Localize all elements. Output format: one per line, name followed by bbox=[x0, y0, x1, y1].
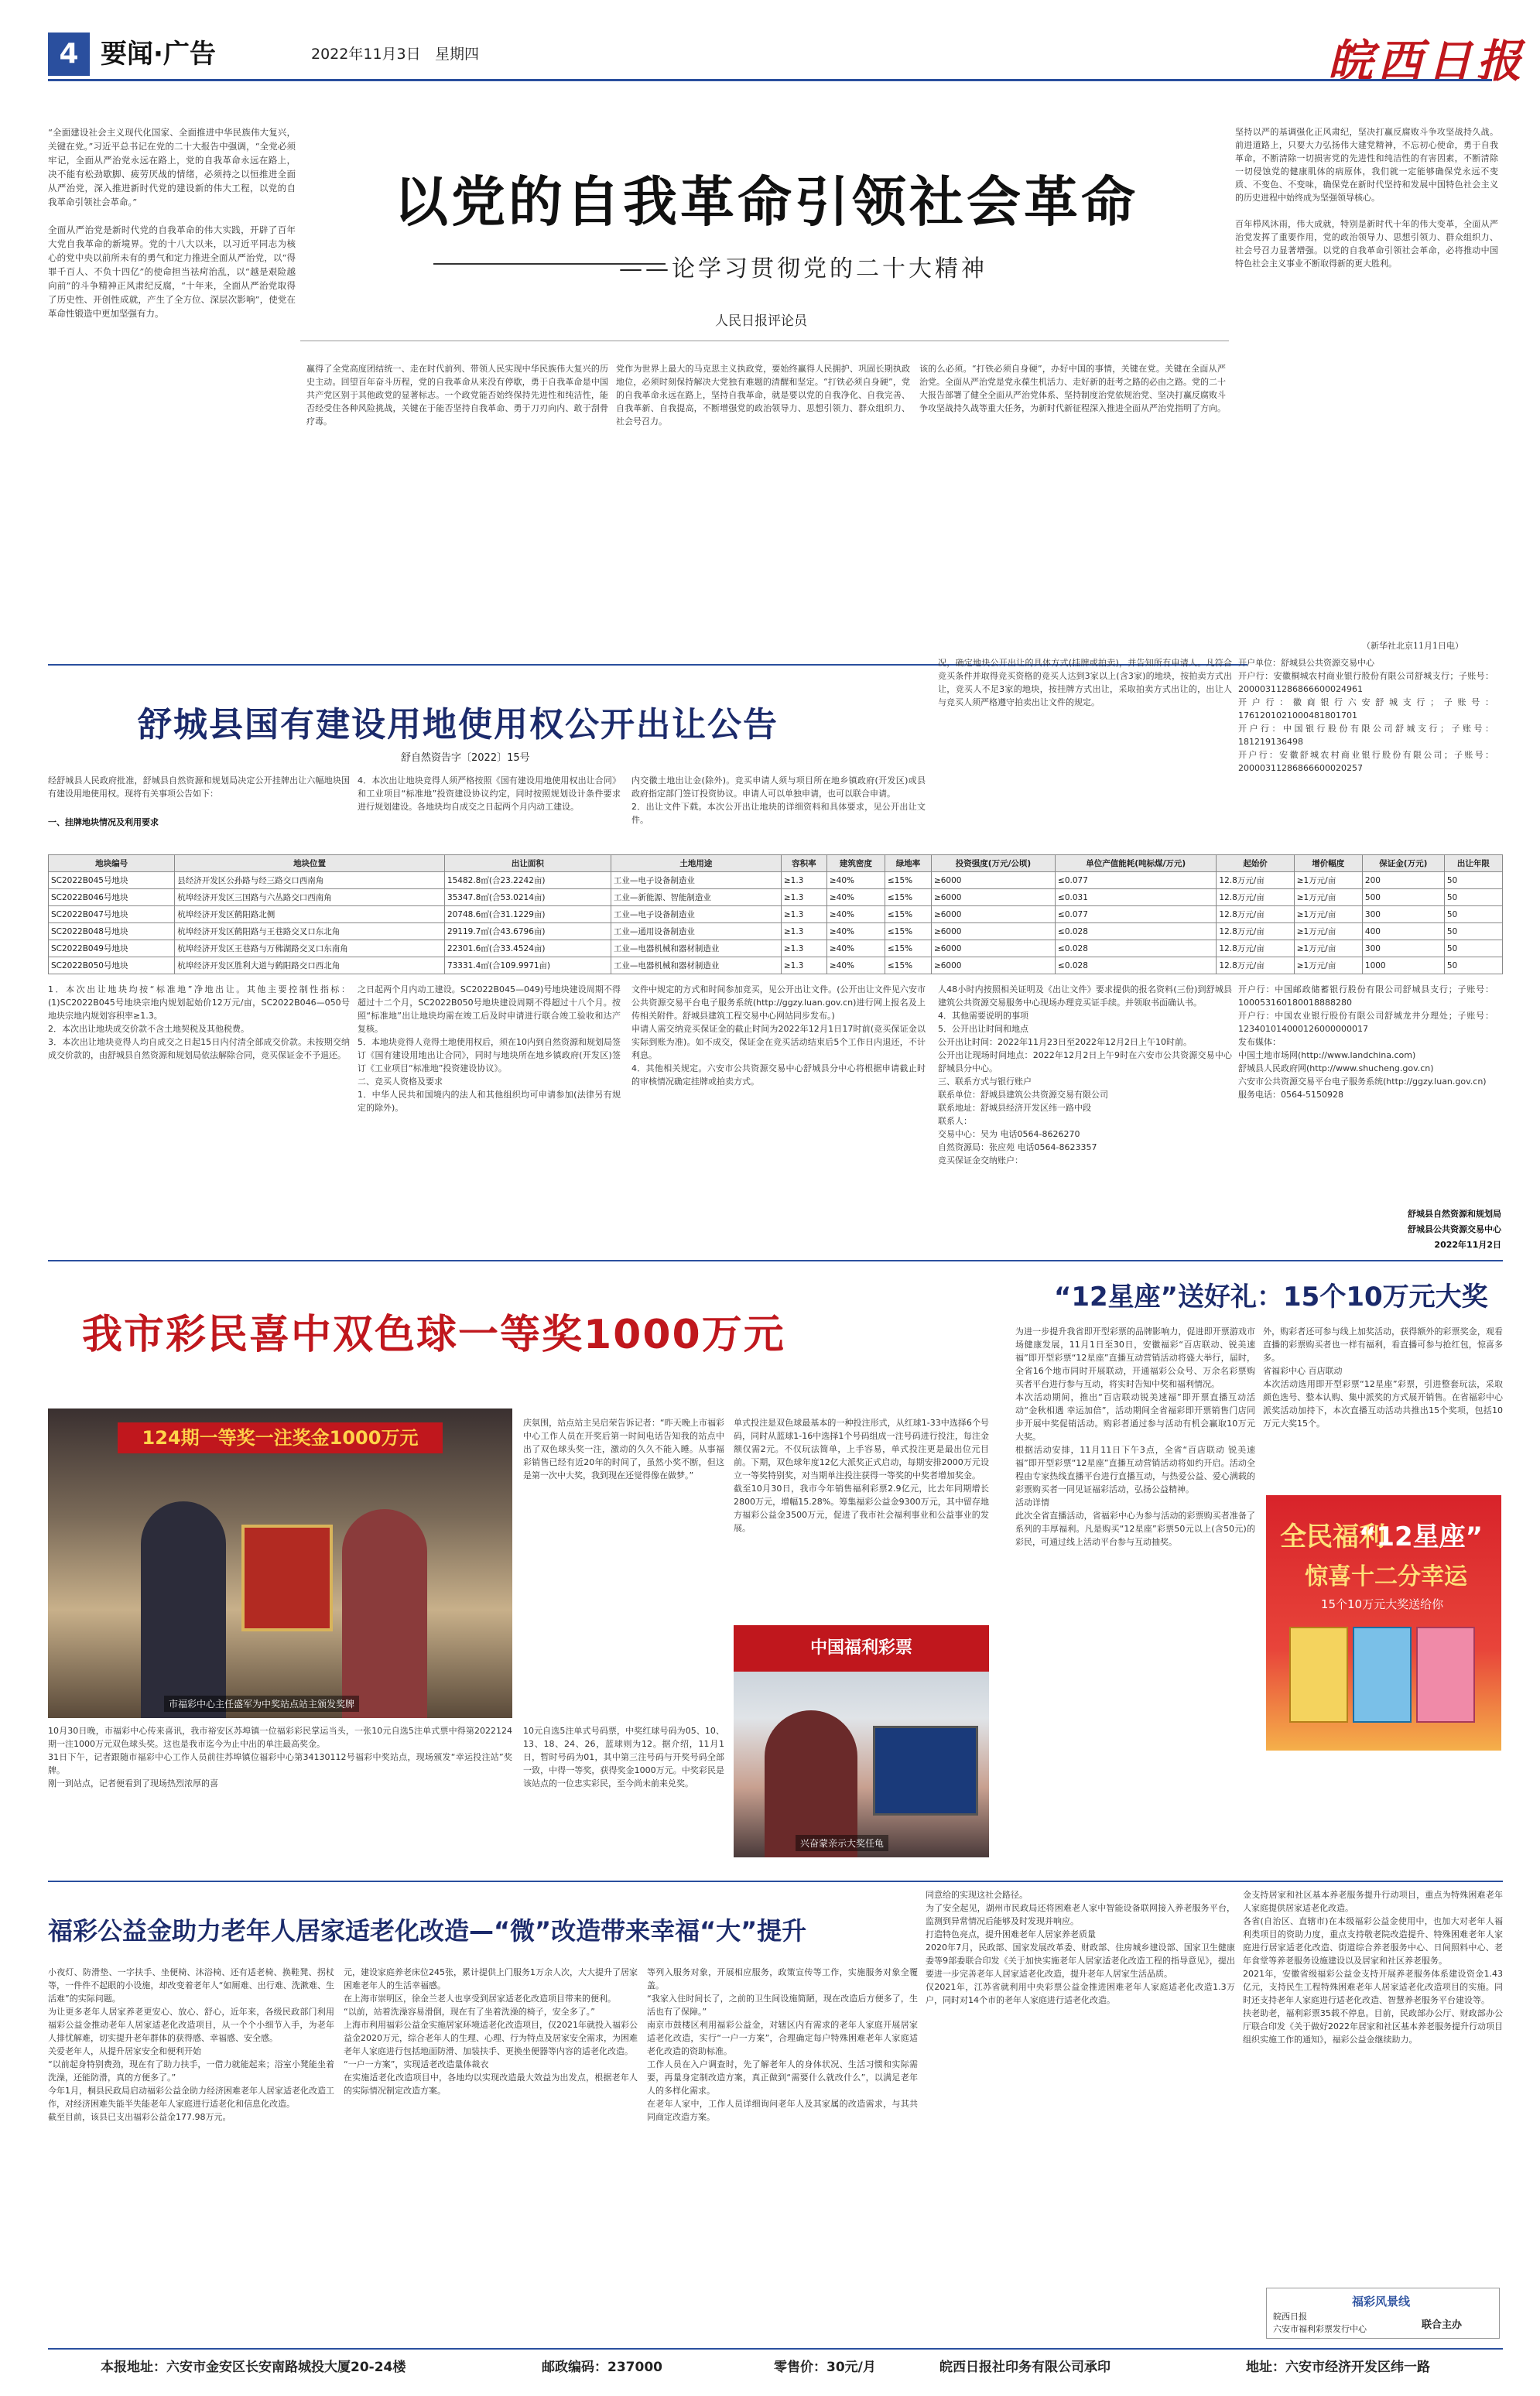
land-table-cell: ≥1万元/亩 bbox=[1294, 872, 1362, 889]
welfare-badge-org1: 皖西日报 bbox=[1273, 2312, 1307, 2322]
land-table-cell: 12.8万元/亩 bbox=[1217, 940, 1294, 957]
land-table-cell: 杭埠经济开发区鹤阳路北侧 bbox=[175, 906, 445, 923]
notice-title: 舒城县国有建设用地使用权公开出让公告 bbox=[138, 705, 779, 744]
land-table-header: 单位产值能耗(吨标煤/万元) bbox=[1056, 855, 1217, 872]
land-table-cell: ≤0.077 bbox=[1056, 872, 1217, 889]
land-table-header: 投资强度(万元/公顷) bbox=[931, 855, 1055, 872]
land-table-row bbox=[49, 923, 1503, 940]
land-table-cell: 12.8万元/亩 bbox=[1217, 923, 1294, 940]
land-table-cell: 15482.8㎡(合23.2242亩) bbox=[444, 872, 611, 889]
masthead bbox=[48, 31, 1526, 87]
land-table-cell: SC2022B045号地块 bbox=[49, 872, 175, 889]
notice-col-c: 文件中规定的方式和时间参加竞买，见公开出让文件。(公开出让文件见六安市公共资源交易平台电子服务系统(http://ggzy.luan.gov.cn)进行网上报名及上传相关附件。舒城县建筑工程交易中心网站同步发布。) 申请人需交纳竞买保证金的截止时间为2022年12月1日17时前(竞买保证金以实际到账为准)。如不成交，保证金在竞买活动结束后5个工作日内退还，不计利息。 4．其他相关规定。六安市公共资源交易中心舒城县分中心将根据申请截止时的审核情况确定挂牌或拍卖方式。 bbox=[631, 984, 926, 1087]
land-table-row bbox=[49, 872, 1503, 889]
lottery-right: 单式投注是双色球最基本的一种投注形式，从红球1-33中选择6个号码，同时从蓝球1-16中选择1个号码组成一注号码进行投注，每注金额仅需2元。不仅玩法简单，上手容易，单式投注更是最出位元目前。下期，双色球年度12亿大派奖正式启动，每期安排2000万元设立一等奖特别奖，对当期单注投注获得一等奖的中奖者增加奖金。 截至10月30日，我市今年销售福利彩票2.9亿元，比去年同期增长2800万元，增幅15.28%。筹集福彩公益金9300万元，其中留存地方福彩公益金3500万元，促进了我市社会福利事业和公益事业的发展。 bbox=[734, 1418, 989, 1533]
paper-logo: 皖西日报 bbox=[1327, 35, 1526, 87]
land-table-header: 建筑密度 bbox=[826, 855, 885, 872]
land-table-header: 地块编号 bbox=[49, 855, 175, 872]
land-table-row bbox=[49, 940, 1503, 957]
notice-signer-2: 舒城县公共资源交易中心 bbox=[1408, 1224, 1501, 1234]
notice-col-a-top: 4．本次出让地块竞得人须严格按照《国有建设用地使用权出让合同》和工业项目“标准地”投资建设协议约定，同时按照规划设计条件要求进行规划建设。各地块均自成交之日起两个月内动工建设。 bbox=[358, 775, 621, 812]
land-table-cell: 500 bbox=[1362, 889, 1444, 906]
person-right bbox=[342, 1509, 427, 1718]
land-table-cell: 200 bbox=[1362, 872, 1444, 889]
land-table-cell: 工业—新能源、智能制造业 bbox=[611, 889, 781, 906]
land-table-row bbox=[49, 906, 1503, 923]
land-table-cell: 50 bbox=[1444, 940, 1502, 957]
welfare-col2: 元，建设家庭养老床位245张，累计提供上门服务1万余人次，大大提升了居家困难老年人的生活幸福感。 在上海市崇明区，徐金兰老人也享受到居家适老化改造项目带来的便利。 “以前，站着洗澡容易滑倒，现在有了坐着洗澡的椅子，安全多了。” 上海市利用福彩公益金实施居家环境适老化改造项目，仅2021年就投入福彩公益金2020万元，综合老年人的生理、心理、行为特点及居家安全需求，为困难老年人家庭进行包括地面防滑、加装扶手、更换坐便器等内容的适老化改造。 “一户一方案”，实现适老改造量体裁衣 在实施适老化改造项目中，各地均以实现改造最大效益为出发点，根据老年人的实际情况制定改造方案。 bbox=[344, 1967, 638, 2096]
lottery-station-photo bbox=[734, 1625, 989, 1857]
land-table-cell: 1000 bbox=[1362, 957, 1444, 974]
land-table-cell: ≥6000 bbox=[931, 872, 1055, 889]
poster-line4: 15个10万元大奖送给你 bbox=[1320, 1597, 1444, 1611]
land-table-cell: 400 bbox=[1362, 923, 1444, 940]
land-table-header: 保证金(万元) bbox=[1362, 855, 1444, 872]
notice-col-e: 开户行：中国邮政储蓄银行股份有限公司舒城县支行；子账号：100053160180018888280 开户行：中国农业银行股份有限公司舒城龙井分理处；子账号：123401014000126000000017 发布媒体： 中国土地市场网(http://www.landchina.com) 舒城县人民政府网(http://www.shucheng.gov.cn) 六安市公共资源交易平台电子服务系统(http://ggzy.luan.gov.cn) 服务电话：0564-5150928 bbox=[1238, 984, 1494, 1100]
land-table-cell: ≤0.028 bbox=[1056, 940, 1217, 957]
star-poster bbox=[1266, 1495, 1501, 1751]
issue-weekday: 星期四 bbox=[435, 46, 480, 63]
land-table-cell: ≤0.028 bbox=[1056, 957, 1217, 974]
lottery-title: 我市彩民喜中双色球一等奖1000万元 bbox=[82, 1312, 785, 1358]
footer-rule bbox=[48, 2348, 1503, 2350]
land-table-cell: ≥1万元/亩 bbox=[1294, 957, 1362, 974]
land-table-cell: 35347.8㎡(合53.0214亩) bbox=[444, 889, 611, 906]
poster-line2: “12星座” bbox=[1359, 1521, 1484, 1552]
land-table-cell: 12.8万元/亩 bbox=[1217, 906, 1294, 923]
land-table-cell: 工业—电子设备制造业 bbox=[611, 872, 781, 889]
lottery-lead: 10月30日晚，市福彩中心传来喜讯，我市裕安区苏埠镇一位福彩彩民掌运当头，一张10元自选5注单式票中得第2022124期一注1000万元双色球头奖。这也是我市迄今为止中出的单注最高奖金。 31日下午，记者跟随市福彩中心工作人员前往苏埠镇位福彩中心第34130112号福彩中奖站点，现场颁发“幸运投注站”奖牌。 刚一到站点，记者便看到了现场热烈浓厚的喜 bbox=[48, 1726, 512, 1788]
land-table-wrap bbox=[48, 854, 1503, 978]
land-table-row bbox=[49, 889, 1503, 906]
land-table-cell: 300 bbox=[1362, 906, 1444, 923]
section-rule-3 bbox=[48, 1881, 1503, 1882]
land-table-cell: 300 bbox=[1362, 940, 1444, 957]
article1-col5: 坚持以严的基调强化正风肃纪，坚决打赢反腐败斗争攻坚战持久战。前进道路上，只要大力弘扬伟大建党精神，不忘初心使命，勇于自我革命，不断清除一切损害党的先进性和纯洁性的有害因素，不断清除一切侵蚀党的健康肌体的病原体，我们就一定能够确保党永远不变质、不变色、不变味，确保党在新时代坚持和发展中国特色社会主义的历史进程中始终成为坚强领导核心。 百年栉风沐雨，伟大成就，特别是新时代十年的伟大变革，全面从严治党发挥了重要作用，党的政治领导力、思想引领力、群众组织力、社会号召力显著增强。以党的自我革命引领社会革命，必将推动中国特色社会主义事业不断取得新的更大胜利。 bbox=[1235, 127, 1498, 269]
poster-ticket-2 bbox=[1353, 1627, 1412, 1723]
land-table-cell: ≤15% bbox=[885, 957, 931, 974]
land-table-cell: ≤0.028 bbox=[1056, 923, 1217, 940]
person-left bbox=[141, 1501, 226, 1718]
land-table-cell: ≥6000 bbox=[931, 906, 1055, 923]
land-table-cell: 12.8万元/亩 bbox=[1217, 889, 1294, 906]
land-table-cell: 73331.4㎡(合109.9971亩) bbox=[444, 957, 611, 974]
land-table-cell: ≥1.3 bbox=[781, 923, 826, 940]
land-table bbox=[48, 854, 1503, 974]
section-rule-2 bbox=[48, 1260, 1503, 1261]
land-table-cell: ≥1万元/亩 bbox=[1294, 889, 1362, 906]
land-table-cell: 22301.6㎡(合33.4524亩) bbox=[444, 940, 611, 957]
land-table-cell: ≥40% bbox=[826, 906, 885, 923]
land-table-cell: ≥1.3 bbox=[781, 906, 826, 923]
land-table-cell: ≥6000 bbox=[931, 957, 1055, 974]
award-plaque bbox=[241, 1525, 333, 1631]
welfare-badge-org2: 六安市福利彩票发行中心 bbox=[1273, 2324, 1367, 2334]
land-table-cell: 工业—电器机械和器材制造业 bbox=[611, 940, 781, 957]
notice-intro: 经舒城县人民政府批准，舒城县自然资源和规划局决定公开挂牌出让六幅地块国有建设用地使用权。现将有关事项公告如下： bbox=[48, 775, 350, 799]
land-table-cell: ≤15% bbox=[885, 889, 931, 906]
land-table-header: 容积率 bbox=[781, 855, 826, 872]
notice-col-d: 人48小时内按照相关证明及《出让文件》要求提供的报名资料(三份)到舒城县建筑公共资源交易服务中心现场办理竞买证手续。并领取书面确认书。 4．其他需要说明的事项 5．公开出让时间和地点 公开出让时间：2022年11月23日至2022年12月2日上午10时前。 公开出让现场时间地点：2022年12月2日上午9时在六安市公共资源交易中心舒城县分中心。 三、联系方式与银行账户 联系单位：舒城县建筑公共资源交易有限公司 联系地址：舒城县经济开发区纬一路中段 联系人： 交易中心：吴为 电话0564-8626270 自然资源局：张应苑 电话0564-8623357 竞买保证金交纳账户： bbox=[938, 984, 1232, 1165]
notice-col-a: 1．本次出让地块均按“标准地”净地出让。其他主要控制性指标：(1)SC2022B045号地块宗地内规划起始价12万元/亩，SC2022B046—050号地块宗地内规划容积率≥1.3。 2．本次出让地块成交价款不含土地契税及其他税费。 3．本次出让地块竞得人均自成交之日起15日内付清全部成交价款。未按期交纳成交价款的，由舒城县自然资源和规划局依法解除合同，竞买保证金不予退还。 bbox=[48, 984, 350, 1060]
land-table-cell: SC2022B050号地块 bbox=[49, 957, 175, 974]
land-table-cell: ≤15% bbox=[885, 940, 931, 957]
land-table-cell: SC2022B047号地块 bbox=[49, 906, 175, 923]
land-table-cell: 县经济开发区公孙路与经三路交口西南角 bbox=[175, 872, 445, 889]
page-number: 4 bbox=[48, 33, 90, 76]
winner-photo bbox=[48, 1409, 512, 1718]
article1-col3: 党作为世界上最大的马克思主义执政党，要始终赢得人民拥护、巩固长期执政地位，必须时刻保持解决大党独有难题的清醒和坚定。“打铁必须自身硬”，党的自我革命永远在路上，坚持自我革命，就是要以党的自我净化、自我完善、自我革新、自我提高，不断增强党的政治领导力、思想引领力、群众组织力、社会号召力。 bbox=[616, 364, 910, 426]
article1-col1: “全面建设社会主义现代化国家、全面推进中华民族伟大复兴，关键在党。”习近平总书记在党的二十大报告中强调，“全党必须牢记，全面从严治党永远在路上，党的自我革命永远在路上，决不能有松劲歇脚、疲劳厌战的情绪，必须持之以恒推进全面从严治党，深入推进新时代党的建设新的伟大工程，以党的自我革命引领社会革命。” 全面从严治党是新时代党的自我革命的伟大实践，开辟了百年大党自我革命的新境界。党的十八大以来，以习近平同志为核心的党中央以前所未有的勇气和定力推进全面从严治党，以“得罪千百人、不负十四亿”的使命担当祛疴治乱，以“越是艰险越向前”的斗争精神正风肃纪反腐，“十年来，全面从严治党取得了历史性、开创性成就，产生了全方位、深层次影响”，使党在革命性锻造中更加坚强有力。 bbox=[48, 127, 296, 319]
land-table-header: 起始价 bbox=[1217, 855, 1294, 872]
article1-subtitle: ——论学习贯彻党的二十大精神 bbox=[619, 255, 987, 282]
star-col2: 外，购彩者还可参与线上加奖活动，获得额外的彩票奖金，观看直播的彩票购买者也一样有福利，看直播可参与抢红包，惊喜多多。 省福彩中心 百店联动 本次活动选用即开型彩票“12星座”彩票，引进整套玩法，采取颜色选号、整本认购、集中派奖的方式展开销售。在省福彩中心派奖活动加持下，本次直播互动活动共推出15个奖项，包括10万元大奖15个。 bbox=[1263, 1326, 1503, 1429]
lottery-terminal bbox=[873, 1726, 978, 1816]
land-table-cell: 杭埠经济开发区鹤阳路与王巷路交叉口东北角 bbox=[175, 923, 445, 940]
footer-postcode: 邮政编码：237000 bbox=[542, 2360, 662, 2375]
welfare-col5: 金支持居家和社区基本养老服务提升行动项目，重点为特殊困难老年人家庭提供居家适老化改造。 各省(自治区、直辖市)在本级福彩公益金使用中，也加大对老年人福利类项目的资助力度，重点支持敬老院改造提升、特殊困难老年人家庭进行居家适老化改造、街道综合养老服务中心、日间照料中心、老年食堂等养老服务设施建设以及居家和社区养老服务。 2021年，安徽省级福彩公益金支持开展养老服务体系建设资金1.43亿元，支持民生工程特殊困难老年人居家适老化改造项目的实施。同时还支持老年人家庭进行适老化改造、智慧养老服务平台建设等。 扶老助老，福利彩票35载不停息。目前，民政部办公厅、财政部办公厅联合印发《关于做好2022年居家和社区基本养老服务提升行动项目组织实施工作的通知》，福彩公益金继续助力。 bbox=[1243, 1890, 1503, 2045]
notice-col-b: 之日起两个月内动工建设。SC2022B045—049)号地块建设周期不得超过十二个月，SC2022B050号地块建设周期不得超过十八个月。按照“标准地”出让地块均需在竣工后及时申请进行联合竣工验收和达产复核。 5．本地块竞得人竞得土地使用权后，须在10内到自然资源和规划局签订《国有建设用地出让合同》，同时与地块所在地乡镇政府(开发区)签订《工业项目“标准地”投资建设协议》。 二、竞买人资格及要求 1．中华人民共和国境内的法人和其他组织均可申请参加(法律另有规定的除外)。 bbox=[358, 984, 621, 1113]
land-table-cell: ≤0.031 bbox=[1056, 889, 1217, 906]
land-table-cell: ≥40% bbox=[826, 940, 885, 957]
land-table-cell: ≤15% bbox=[885, 872, 931, 889]
land-table-header: 出让面积 bbox=[444, 855, 611, 872]
article1-col2: 赢得了全党高度团结统一、走在时代前列、带领人民实现中华民族伟大复兴的历史主动。回望百年奋斗历程，党的自我革命从来没有停歇，勇于自我革命是中国共产党区别于其他政党的显著标志。一个政党能否始终保持先进性和纯洁性，能否经受住各种风险挑战，关键在于能否坚持自我革命、勇于刀刃向内、敢于刮骨疗毒。 bbox=[306, 364, 608, 426]
land-table-cell: 杭埠经济开发区王巷路与万佛湖路交叉口东南角 bbox=[175, 940, 445, 957]
article1-byline: 人民日报评论员 bbox=[715, 313, 807, 329]
article1-title: 以党的自我革命引领社会革命 bbox=[394, 169, 1138, 234]
land-table-cell: 12.8万元/亩 bbox=[1217, 957, 1294, 974]
star-title: “12星座”送好礼：15个10万元大奖 bbox=[1054, 1282, 1488, 1313]
land-table-row bbox=[49, 957, 1503, 974]
land-table-cell: ≥1万元/亩 bbox=[1294, 923, 1362, 940]
notice-col-b-top: 内交徽土地出让金(除外)。竞买申请人须与项目所在地乡镇政府(开发区)或县政府指定部门签订投资协议。申请人可以单独申请，也可以联合申请。 2．出让文件下载。本次公开出让地块的详细资料和具体要求，见公开出让文件。 bbox=[631, 775, 926, 825]
poster-ticket-1 bbox=[1289, 1627, 1348, 1723]
land-table-header: 绿地率 bbox=[885, 855, 931, 872]
poster-line3: 惊喜十二分幸运 bbox=[1305, 1563, 1467, 1590]
welfare-col4: 同意给的实现这社会路径。 为了安全起见，湖州市民政局还将困难老人家中智能设备联网接入养老服务平台，监测到异常情况后能够及时发现并响应。 打造特色亮点，提升困难老年人居家养老质量 2020年7月，民政部、国家发展改革委、财政部、住房城乡建设部、国家卫生健康委等9部委联合印发《关于加快实施老年人居家适老化改造工程的指导意见》，提出要进一步完善老年人居家适老化改造，提升老年人居家生活品质。 仅2021年，江苏省就利用中央彩票公益金推进困难老年人家庭适老化改造1.3万户，同时对14个市的老年人家庭进行适老化改造。 bbox=[926, 1890, 1235, 2005]
land-table-cell: ≥6000 bbox=[931, 940, 1055, 957]
land-table-cell: 工业—电子设备制造业 bbox=[611, 906, 781, 923]
notice-doc-no: 舒自然资告字〔2022〕15号 bbox=[401, 752, 530, 764]
land-table-cell: ≥1.3 bbox=[781, 957, 826, 974]
header-rule bbox=[48, 79, 1492, 81]
land-table-cell: 50 bbox=[1444, 889, 1502, 906]
land-table-cell: ≤15% bbox=[885, 906, 931, 923]
land-table-cell: SC2022B046号地块 bbox=[49, 889, 175, 906]
section-title: 要闻·广告 bbox=[101, 39, 216, 70]
land-table-cell: SC2022B049号地块 bbox=[49, 940, 175, 957]
lottery-mid2: 10元自选5注单式号码票，中奖红球号码为05、10、13、18、24、26，蓝球则为12。据介绍，11月1日，暂时号码为01，其中第三注号码与开奖号码全部一致，中得一等奖，获得奖金1000万元。中奖彩民是该站点的一位忠实彩民，至今尚未前来兑奖。 bbox=[523, 1726, 724, 1788]
poster-ticket-3 bbox=[1416, 1627, 1475, 1723]
land-table-cell: 50 bbox=[1444, 923, 1502, 940]
land-table-cell: ≥40% bbox=[826, 872, 885, 889]
land-table-cell: ≤0.077 bbox=[1056, 906, 1217, 923]
land-table-cell: 50 bbox=[1444, 906, 1502, 923]
poster-line1: 全民福利 bbox=[1280, 1521, 1385, 1552]
land-table-cell: SC2022B048号地块 bbox=[49, 923, 175, 940]
article1-source: （新华社北京11月1日电） bbox=[1362, 641, 1463, 651]
notice-col-c-top: 况，确定地块公开出让的具体方式(挂牌或拍卖)，并告知所有申请人。凡符合竞买条件并取得竞买资格的竞买人达到3家以上(含3家)的地块，按拍卖方式出让，竞买人不足3家的地块，按挂牌方式出让，采取拍卖方式出让的，出让人与竞买人须严格遵守拍卖出让文件的规定。 bbox=[938, 658, 1232, 707]
winner-photo-banner: 124期一等奖一注奖金1000万元 bbox=[118, 1422, 443, 1453]
land-table-cell: ≥1.3 bbox=[781, 889, 826, 906]
land-table-cell: 工业—通用设备制造业 bbox=[611, 923, 781, 940]
lottery-sign-board: 中国福利彩票 bbox=[734, 1625, 989, 1672]
footer-address: 本报地址：六安市金安区长安南路城投大厦20-24楼 bbox=[101, 2360, 406, 2375]
land-table-cell: ≥40% bbox=[826, 889, 885, 906]
land-table-cell: 50 bbox=[1444, 872, 1502, 889]
land-table-cell: 20748.6㎡(合31.1229亩) bbox=[444, 906, 611, 923]
land-table-cell: 工业—电器机械和器材制造业 bbox=[611, 957, 781, 974]
land-table-header: 出让年限 bbox=[1444, 855, 1502, 872]
land-table-cell: 50 bbox=[1444, 957, 1502, 974]
welfare-col3: 等列入服务对象，开展相应服务，政策宣传等工作，实施服务对象全覆盖。 “我家入住时间长了，之前的卫生间设施简陋，现在改造后方便多了，生活也有了保障。” 南京市鼓楼区利用福彩公益金，对辖区内有需求的老年人家庭开展居家适老化改造，实行“一户一方案”，合理确定每户特殊困难老年人家庭适老化改造的资助标准。 工作人员在入户调查时，先了解老年人的身体状况、生活习惯和实际需要，再量身定制改造方案，真正做到“需要什么就改什么”，以满足老年人的多样化需求。 在老年人家中，工作人员详细询问老年人及其家属的改造需求，与其共同商定改造方案。 bbox=[647, 1967, 918, 2122]
issue-date: 2022年11月3日 bbox=[311, 46, 421, 63]
welfare-title: 福彩公益金助力老年人居家适老化改造—“微”改造带来幸福“大”提升 bbox=[48, 1916, 807, 1946]
welfare-badge-role: 联合主办 bbox=[1422, 2319, 1463, 2331]
land-table-header: 土地用途 bbox=[611, 855, 781, 872]
footer-print-address: 地址：六安市经济开发区纬一路 bbox=[1246, 2360, 1430, 2375]
notice-signer-1: 舒城县自然资源和规划局 bbox=[1408, 1209, 1501, 1219]
notice-bank-top: 开户单位：舒城县公共资源交易中心 开户行：安徽桐城农村商业银行股份有限公司舒城支行；子账号：20000311286866600024961 开户行：徽商银行六安舒城支行；子账号：1761201021000481801701 开户行：中国银行股份有限公司舒城支行；子账号：181219136498 开户行：安徽舒城农村商业银行股份有限公司；子账号：20000311286866600020257 bbox=[1238, 658, 1494, 773]
lottery-mid1: 庆氛围，站点站主吴启荣告诉记者：“昨天晚上市福彩中心工作人员在开奖后第一时间电话告知我的站点中出了双色球头奖一注，激动的久久不能入睡。从事福彩销售已经有近20年的时间了，虽然小奖不断，但这是第一次中大奖，我到现在还觉得像在做梦。” bbox=[523, 1418, 724, 1480]
footer-price: 零售价：30元/月 bbox=[774, 2360, 876, 2375]
welfare-badge bbox=[1266, 2288, 1500, 2339]
land-table-cell: ≥6000 bbox=[931, 923, 1055, 940]
land-table-header: 地块位置 bbox=[175, 855, 445, 872]
land-table-cell: ≥1万元/亩 bbox=[1294, 940, 1362, 957]
land-table-cell: 29119.7㎡(合43.6796亩) bbox=[444, 923, 611, 940]
footer-printer: 皖西日报社印务有限公司承印 bbox=[939, 2360, 1111, 2375]
land-table-cell: ≥40% bbox=[826, 957, 885, 974]
welfare-badge-title: 福彩风景线 bbox=[1352, 2295, 1411, 2309]
land-table-cell: ≥40% bbox=[826, 923, 885, 940]
land-table-cell: ≥6000 bbox=[931, 889, 1055, 906]
station-photo-caption: 兴奋蒙亲示大奖任龟 bbox=[796, 1835, 888, 1851]
winner-photo-caption: 市福彩中心主任盛军为中奖站点站主颁发奖牌 bbox=[164, 1696, 359, 1712]
land-table-cell: ≤15% bbox=[885, 923, 931, 940]
land-table-cell: ≥1.3 bbox=[781, 872, 826, 889]
star-col1: 为进一步提升我省即开型彩票的品牌影响力，促进即开票游戏市场健康发展，11月1日至30日，安徽福彩“百店联动、锐美速福”即开型彩票“12星座”直播互动营销活动将盛大举行，届时，全省16个地市同时开展联动，开通福彩公众号、万余名彩票购买者平台进行参与互动，将实时告知中奖和福利情况。 本次活动期间，推出“百店联动锐美速福”即开票直播互动活动“金秋相遇 幸运加倍”，活动期间全省福彩即开票销售门店同步开展中奖促销活动。购彩者通过参与活动有机会赢取10万元大奖。 根据活动安排，11月11日下午3点，全省“百店联动 锐美速福”即开型彩票“12星座”直播互动营销活动将如约开启。活动全程由专家热线直播平台进行直播互动，与热爱公益、爱心满载的彩票购买者一同见证福彩活动，弘扬公益精神。 活动详情 此次全省直播活动，省福彩中心为参与活动的彩票购买者准备了系列的丰厚福利。凡是购买“12星座”彩票50元以上(含50元)的彩民，可通过线上活动平台参与互动抽奖。 bbox=[1015, 1326, 1255, 1547]
article1-col4: 该的么必须。“打铁必须自身硬”，办好中国的事情，关键在党。关键在全面从严治党。全面从严治党是党永葆生机活力、走好新的赶考之路的必由之路。党的二十大报告部署了健全全面从严治党体系、坚持制度治党依规治党、坚决打赢反腐败斗争攻坚战持久战等重大任务，为新时代新征程深入推进全面从严治党指明了方向。 bbox=[919, 364, 1226, 413]
land-table-cell: 杭埠经济开发区三国路与六丛路交口西南角 bbox=[175, 889, 445, 906]
land-table-header: 增价幅度 bbox=[1294, 855, 1362, 872]
land-table-cell: ≥1万元/亩 bbox=[1294, 906, 1362, 923]
land-table-cell: 杭埠经济开发区胜利大道与鹤阳路交口西北角 bbox=[175, 957, 445, 974]
land-table-cell: ≥1.3 bbox=[781, 940, 826, 957]
welfare-col1: 小夜灯、防滑垫、一字扶手、坐便椅、沐浴椅、还有适老椅、换鞋凳、拐杖等，一件件不起眼的小设施，却改变着老年人“如厕难、出行难、洗漱难、生活难”的实际问题。 为让更多老年人居家养老更安心、放心、舒心，近年来，各级民政部门利用福彩公益金推动老年人居家适老化改造项目，从一个个小细节入手，为老年人排忧解难，切实提升老年群体的获得感、幸福感、安全感。 关爱老年人，从提升居家安全和便利开始 “以前起身特别费劲，现在有了助力扶手，一借力就能起来；浴室小凳能坐着洗澡，还能防滑，真的方便多了。” 今年1月，桐县民政局启动福彩公益金助力经济困难老年人居家适老化改造工作，对经济困难失能半失能老年人家庭进行适老化和信息化改造。 截至目前，该县已支出福彩公益金177.98万元。 bbox=[48, 1967, 334, 2122]
land-table-cell: 12.8万元/亩 bbox=[1217, 872, 1294, 889]
notice-sign-date: 2022年11月2日 bbox=[1434, 1240, 1501, 1250]
notice-sec1-heading: 一、挂牌地块情况及利用要求 bbox=[48, 817, 159, 827]
